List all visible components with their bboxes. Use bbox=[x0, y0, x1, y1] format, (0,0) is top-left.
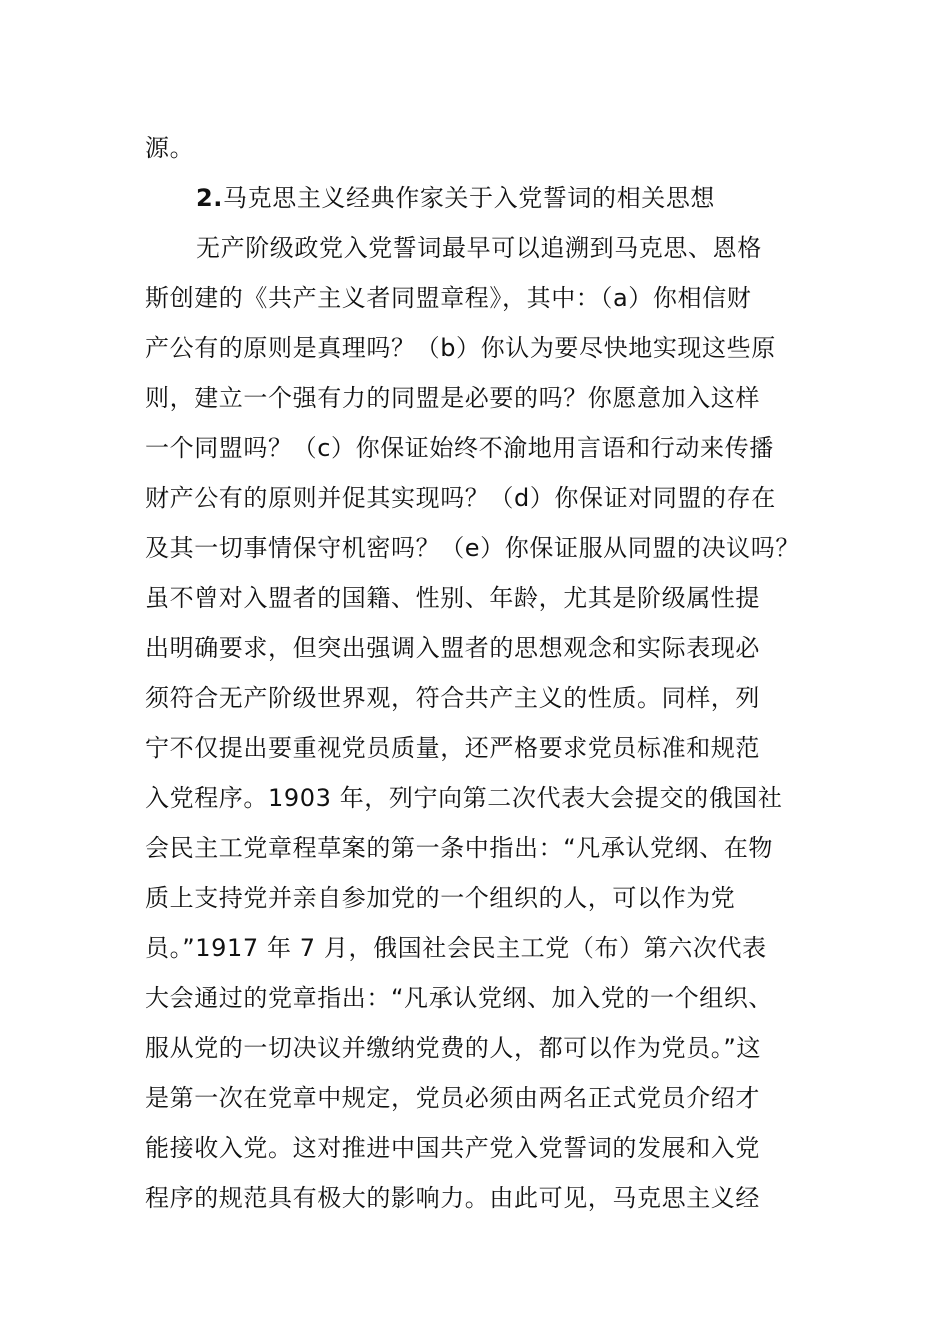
text-line: 能接收入党。这对推进中国共产党入党誓词的发展和入党 bbox=[145, 1134, 760, 1162]
text-line: 一个同盟吗？（c）你保证始终不渝地用言语和行动来传播 bbox=[145, 434, 774, 462]
section-number: 2. bbox=[196, 184, 224, 212]
section-heading bbox=[196, 183, 715, 213]
text-line: 无产阶级政党入党誓词最早可以追溯到马克思、恩格 bbox=[196, 234, 762, 262]
text-line: 质上支持党并亲自参加党的一个组织的人，可以作为党 bbox=[145, 884, 736, 912]
text-line: 入党程序。1903 年，列宁向第二次代表大会提交的俄国社 bbox=[145, 784, 783, 812]
text-line: 程序的规范具有极大的影响力。由此可见，马克思主义经 bbox=[145, 1184, 760, 1212]
text-line: 出明确要求，但突出强调入盟者的思想观念和实际表现必 bbox=[145, 634, 760, 662]
text-line: 大会通过的党章指出：“凡承认党纲、加入党的一个组织、 bbox=[145, 984, 774, 1012]
text-line: 会民主工党章程草案的第一条中指出：“凡承认党纲、在物 bbox=[145, 834, 774, 862]
text-line: 产公有的原则是真理吗？（b）你认为要尽快地实现这些原 bbox=[145, 334, 776, 362]
text-line: 须符合无产阶级世界观，符合共产主义的性质。同样，列 bbox=[145, 684, 760, 712]
text-line: 及其一切事情保守机密吗？（e）你保证服从同盟的决议吗？ bbox=[145, 534, 800, 562]
text-line: 员。”1917 年 7 月，俄国社会民主工党（布）第六次代表 bbox=[145, 934, 767, 962]
text-line: 服从党的一切决议并缴纳党费的人，都可以作为党员。”这 bbox=[145, 1034, 762, 1062]
text-line: 斯创建的《共产主义者同盟章程》，其中：（a）你相信财 bbox=[145, 284, 752, 312]
text-line: 则，建立一个强有力的同盟是必要的吗？你愿意加入这样 bbox=[145, 384, 760, 412]
text-line: 是第一次在党章中规定，党员必须由两名正式党员介绍才 bbox=[145, 1084, 760, 1112]
text-line: 源。 bbox=[145, 134, 195, 162]
text-line: 财产公有的原则并促其实现吗？（d）你保证对同盟的存在 bbox=[145, 484, 776, 512]
text-line: 宁不仅提出要重视党员质量，还严格要求党员标准和规范 bbox=[145, 734, 760, 762]
text-line: 虽不曾对入盟者的国籍、性别、年龄，尤其是阶级属性提 bbox=[145, 584, 760, 612]
section-title: 马克思主义经典作家关于入党誓词的相关思想 bbox=[223, 184, 716, 212]
